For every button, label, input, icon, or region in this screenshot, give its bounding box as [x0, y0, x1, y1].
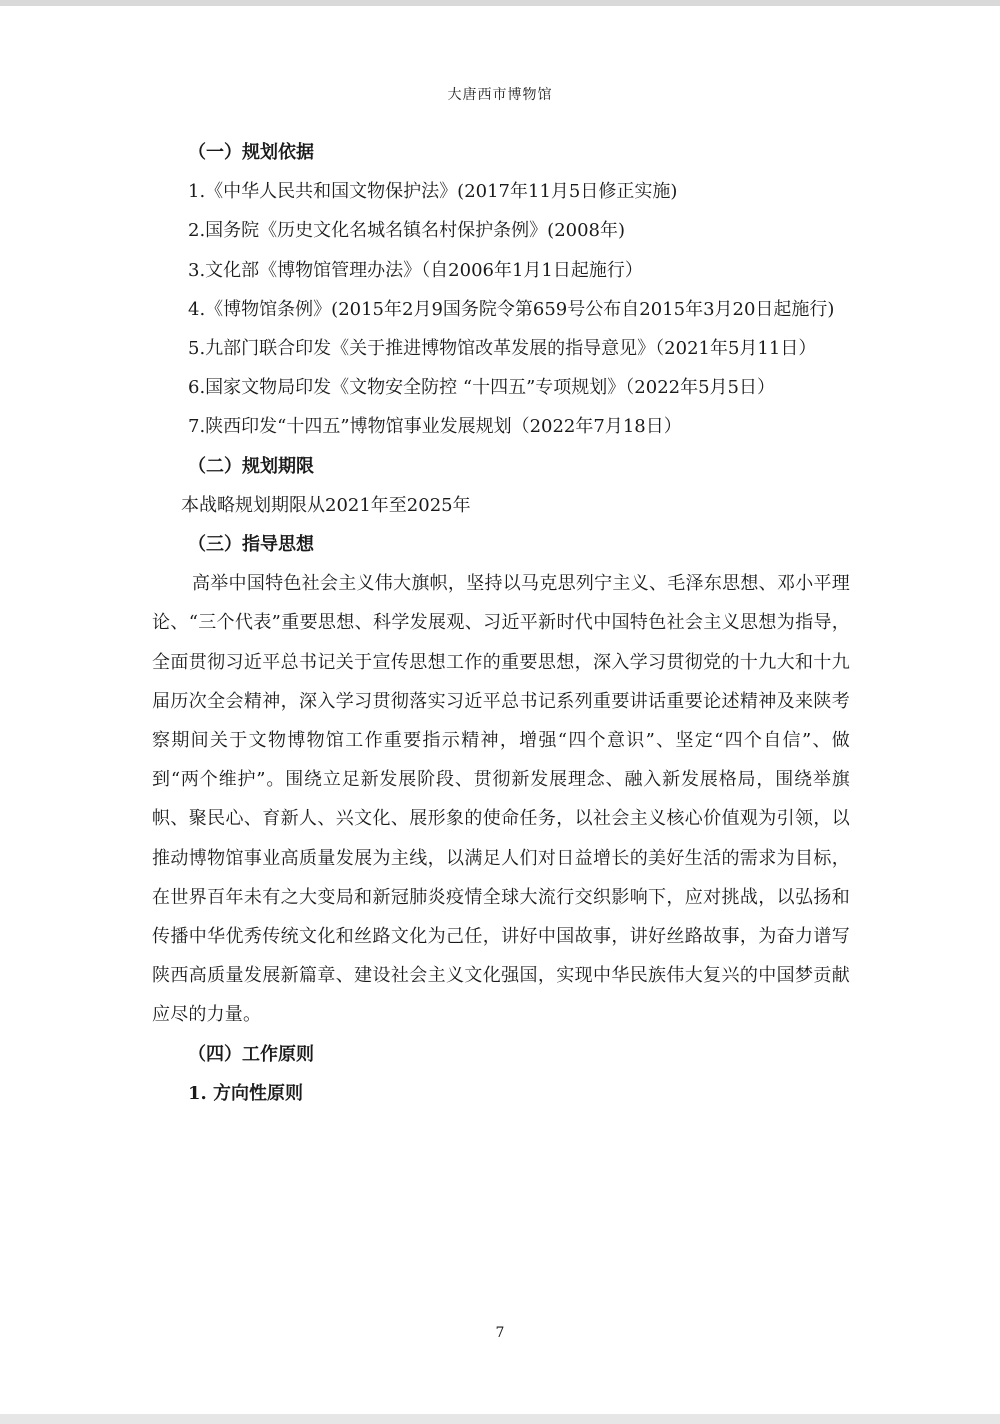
guiding-thought-paragraph: 高举中国特色社会主义伟大旗帜，坚持以马克思列宁主义、毛泽东思想、邓小平理论、“三个代表”重要思想、科学发展观、习近平新时代中国特色社会主义思想为指导，全面贯彻习近平总书记关于宣传思想工作的重要思想，深入学习贯彻党的十九大和十九届历次全会精神，深入学习贯彻落实习近平总书记系列重要讲话重要论述精神及来陕考察期间关于文物博物馆工作重要指示精神，增强“四个意识”、坚定“四个自信”、做到“两个维护”。围绕立足新发展阶段、贯彻新发展理念、融入新发展格局，围绕举旗帜、聚民心、育新人、兴文化、展形象的使命任务，以社会主义核心价值观为引领，以推动博物馆事业高质量发展为主线，以满足人们对日益增长的美好生活的需求为目标，在世界百年未有之大变局和新冠肺炎疫情全球大流行交织影响下，应对挑战，以弘扬和传播中华优秀传统文化和丝路文化为己任，讲好中国故事，讲好丝路故事，为奋力谱写陕西高质量发展新篇章、建设社会主义文化强国，实现中华民族伟大复兴的中国梦贡献应尽的力量。	[152, 573, 850, 1026]
page-number: 7	[495, 1325, 505, 1341]
basis-item: 5.九部门联合印发《关于推进博物馆改革发展的指导意见》（2021年5月11日）	[188, 338, 817, 360]
basis-item: 4.《博物馆条例》(2015年2月9国务院令第659号公布自2015年3月20日起施行)	[188, 298, 835, 320]
section-heading-period: （二）规划期限	[188, 455, 314, 477]
basis-item: 6.国家文物局印发《文物安全防控 “十四五”专项规划》（2022年5月5日）	[188, 377, 776, 399]
principle-item-direction: 1. 方向性原则	[188, 1082, 304, 1104]
section-heading-principles: （四）工作原则	[188, 1043, 314, 1065]
section-heading-basis: （一）规划依据	[188, 142, 314, 163]
period-text: 本战略规划期限从2021年至2025年	[181, 494, 471, 516]
page-bottom-edge	[0, 1414, 1000, 1424]
page-header: 大唐西市博物馆	[447, 87, 553, 103]
section-heading-guiding-thought: （三）指导思想	[188, 534, 314, 556]
document-page	[0, 6, 1000, 1414]
basis-item: 1.《中华人民共和国文物保护法》(2017年11月5日修正实施)	[188, 181, 678, 203]
document-body	[152, 133, 850, 1113]
basis-item: 7.陕西印发“十四五”博物馆事业发展规划（2022年7月18日）	[188, 416, 682, 438]
basis-item: 3.文化部《博物馆管理办法》（自2006年1月1日起施行）	[188, 259, 643, 281]
basis-item: 2.国务院《历史文化名城名镇名村保护条例》(2008年)	[188, 220, 626, 242]
